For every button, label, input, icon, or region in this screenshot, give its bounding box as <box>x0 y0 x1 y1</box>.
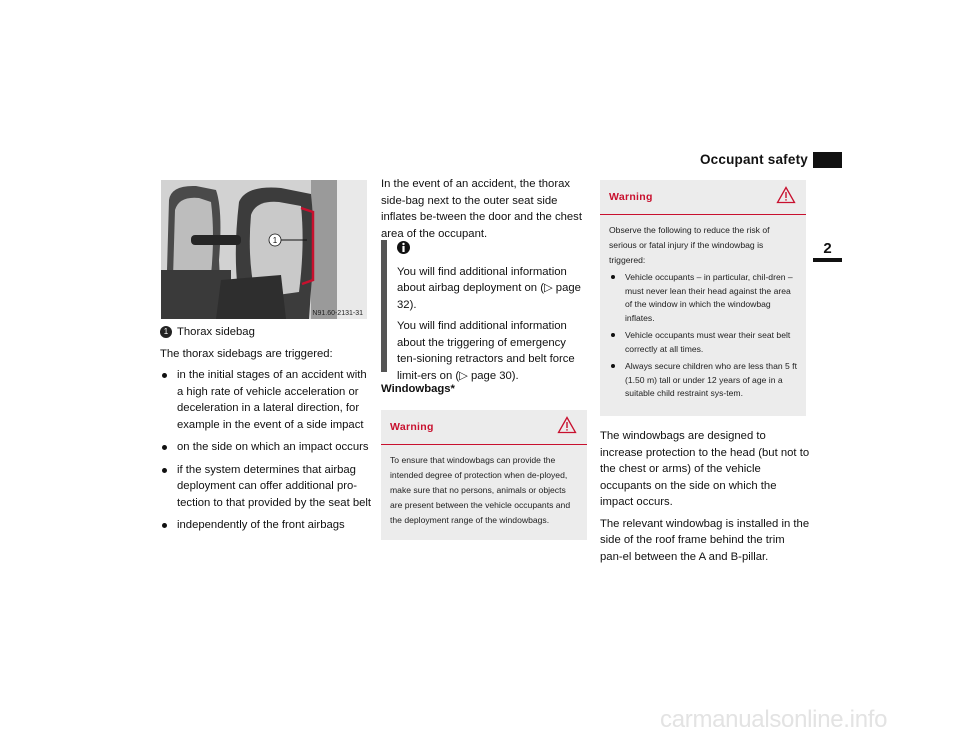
warning-intro: Observe the following to reduce the risk of serious or fatal injury if the windowbag is triggered: <box>609 225 770 265</box>
list-item: independently of the front airbags <box>160 517 372 534</box>
warning-list <box>609 271 797 401</box>
header-marker-bar <box>813 152 842 168</box>
list-item: Vehicle occupants – in particular, chil-dren – must never lean their head against the area of the window in which the windowbag inflates. <box>609 271 797 325</box>
chapter-number: 2 <box>823 240 832 257</box>
trigger-intro: The thorax sidebags are triggered: <box>160 347 333 360</box>
warning-title: Warning <box>390 421 434 433</box>
warning-box-windowbag-protection <box>381 410 587 540</box>
info-paragraph-2: You will find additional information about the triggering of emergency ten-sioning retractors and belt force limit-ers on (▷ page 30). <box>397 320 575 382</box>
trigger-list <box>160 367 372 534</box>
windowbags-heading: Windowbags* <box>381 383 455 395</box>
info-paragraph-1: You will find additional information about airbag deployment on (▷ page 32). <box>397 265 581 311</box>
figure-legend <box>160 324 372 341</box>
list-item: if the system determines that airbag deployment can offer additional pro-tection to that provided by the seat belt <box>160 462 372 512</box>
info-icon <box>397 240 410 256</box>
page-section-title: Occupant safety <box>699 152 808 167</box>
column-3-text <box>600 428 810 570</box>
list-item: Always secure children who are less than 5 ft (1.50 m) tall or under 12 years of age in a suitable child restraint sys-tem. <box>609 360 797 401</box>
list-item: on the side on which an impact occurs <box>160 439 372 456</box>
watermark: carmanualsonline.info <box>660 706 888 733</box>
windowbag-paragraph-1: The windowbags are designed to increase protection to the head (but not to the chest or arms) of the vehicle occupants on the side on which the impact occurs. <box>600 430 810 508</box>
legend-callout-number: 1 <box>160 326 172 338</box>
thorax-paragraph: In the event of an accident, the thorax side-bag next to the outer seat side inflates be-tween the door and the chest area of the occupant. <box>381 178 582 240</box>
warning-triangle-icon <box>776 186 796 204</box>
windowbag-paragraph-2: The relevant windowbag is installed in the side of the roof frame behind the trim pan-el between the A and B-pillar. <box>600 517 810 563</box>
column-2-intro <box>381 176 587 247</box>
legend-text: Thorax sidebag <box>177 326 255 338</box>
warning-triangle-icon <box>557 416 577 434</box>
column-1 <box>160 324 372 540</box>
warning-title: Warning <box>609 191 653 203</box>
photo-callout-number: 1 <box>272 236 278 245</box>
figure-code: N91.60-2131-31 <box>312 310 363 317</box>
info-bar <box>381 240 387 372</box>
chapter-underline <box>813 258 842 262</box>
list-item: in the initial stages of an accident with a high rate of vehicle acceleration or deceleration in a lateral direction, for example in the event of a side impact <box>160 367 372 433</box>
thorax-sidebag-photo <box>161 180 367 319</box>
info-note <box>381 240 587 389</box>
list-item: Vehicle occupants must wear their seat belt correctly at all times. <box>609 329 797 356</box>
warning-box-windowbag-risk <box>600 180 806 416</box>
warning-text: To ensure that windowbags can provide the intended degree of protection when de-ployed, make sure that no persons, animals or objects are present between the vehicle occupants and the deployment range of the windowbags. <box>390 455 571 525</box>
